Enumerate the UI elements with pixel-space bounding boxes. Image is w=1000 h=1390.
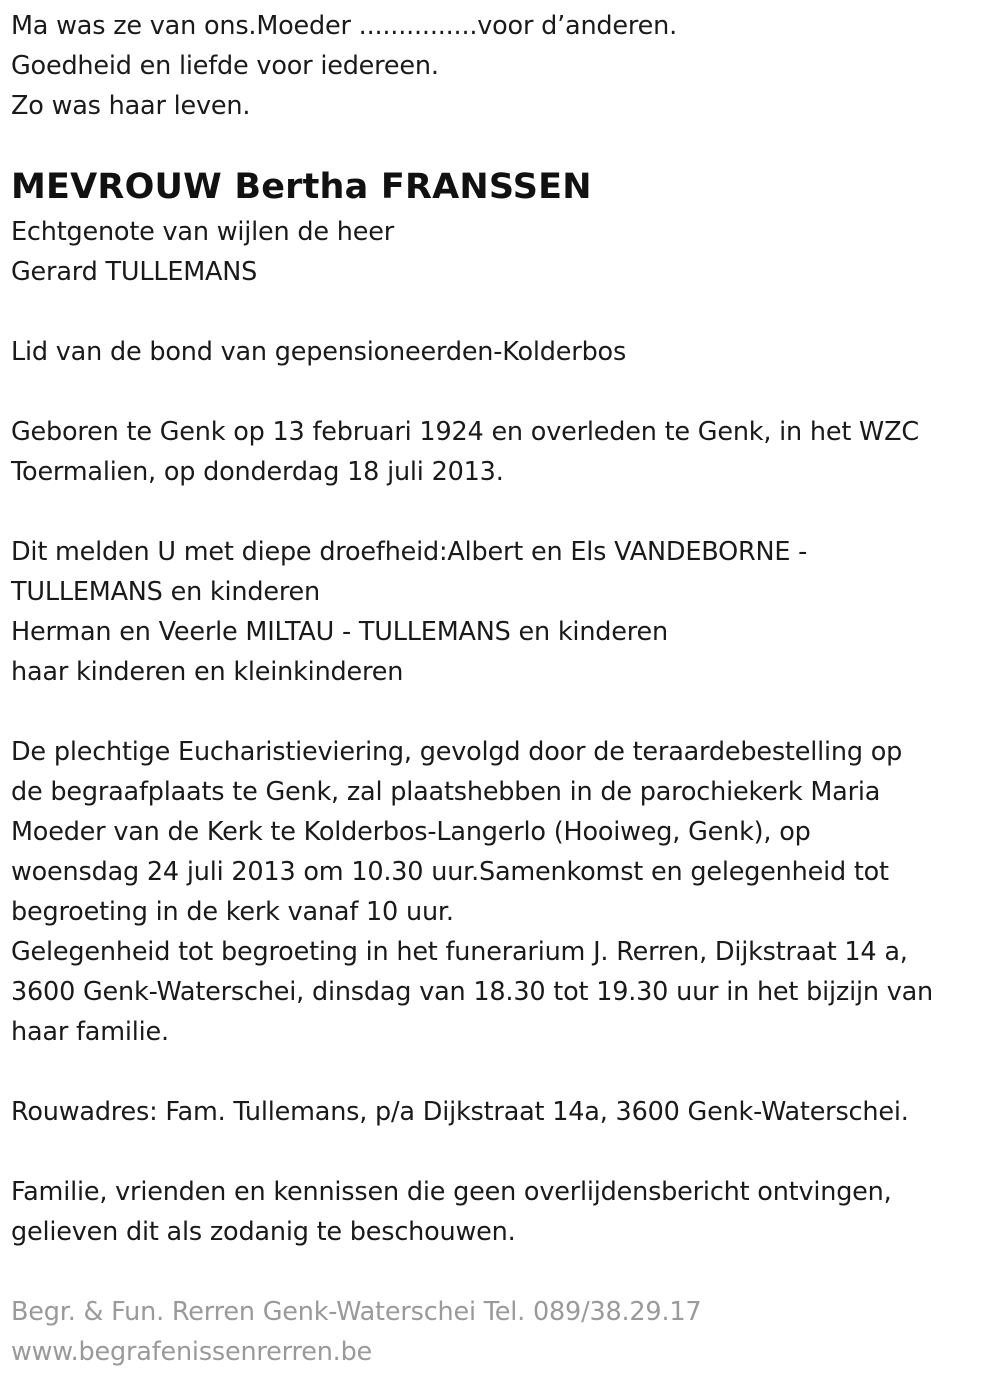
spacer bbox=[11, 292, 988, 332]
deceased-name: MEVROUW Bertha FRANSSEN bbox=[11, 167, 592, 207]
poem bbox=[11, 6, 988, 126]
notice-line: gelieven dit als zodanig te beschouwen. bbox=[11, 1217, 516, 1247]
ceremony-line: Gelegenheid tot begroeting in het funerarium J. Rerren, Dijkstraat 14 a, bbox=[11, 937, 908, 967]
ceremony-line: de begraafplaats te Genk, zal plaatshebben in de parochiekerk Maria bbox=[11, 777, 881, 807]
spouse-info bbox=[11, 212, 988, 292]
spacer bbox=[11, 492, 988, 532]
announcement bbox=[11, 532, 988, 692]
poem-line: Ma was ze van ons.Moeder ...............voor d’anderen. bbox=[11, 11, 677, 41]
spacer bbox=[11, 372, 988, 412]
footer-company: Begr. & Fun. Rerren Genk-Waterschei Tel. 089/38.29.17 bbox=[11, 1297, 702, 1327]
spacer bbox=[11, 1052, 988, 1092]
membership: Lid van de bond van gepensioneerden-Kolderbos bbox=[11, 337, 627, 367]
notice-line: Familie, vrienden en kennissen die geen overlijdensbericht ontvingen, bbox=[11, 1177, 892, 1207]
ceremony-info bbox=[11, 732, 988, 1052]
ceremony-line: Moeder van de Kerk te Kolderbos-Langerlo (Hooiweg, Genk), op bbox=[11, 817, 811, 847]
spouse-line: Gerard TULLEMANS bbox=[11, 257, 258, 287]
ceremony-line: begroeting in de kerk vanaf 10 uur. bbox=[11, 897, 454, 927]
footer-website[interactable]: www.begrafenissenrerren.be bbox=[11, 1337, 373, 1367]
notice bbox=[11, 1172, 988, 1252]
spacer bbox=[11, 692, 988, 732]
announcement-line: haar kinderen en kleinkinderen bbox=[11, 657, 404, 687]
announcement-line: Herman en Veerle MILTAU - TULLEMANS en kinderen bbox=[11, 617, 668, 647]
ceremony-line: 3600 Genk-Waterschei, dinsdag van 18.30 tot 19.30 uur in het bijzijn van bbox=[11, 977, 933, 1007]
announcement-line: Dit melden U met diepe droefheid:Albert en Els VANDEBORNE - bbox=[11, 537, 808, 567]
mourning-address: Rouwadres: Fam. Tullemans, p/a Dijkstraat 14a, 3600 Genk-Waterschei. bbox=[11, 1097, 909, 1127]
spacer bbox=[11, 1252, 988, 1292]
birth-death-line: Geboren te Genk op 13 februari 1924 en overleden te Genk, in het WZC bbox=[11, 417, 919, 447]
announcement-line: TULLEMANS en kinderen bbox=[11, 577, 320, 607]
ceremony-line: haar familie. bbox=[11, 1017, 169, 1047]
ceremony-line: De plechtige Eucharistieviering, gevolgd door de teraardebestelling op bbox=[11, 737, 903, 767]
birth-death-info bbox=[11, 412, 988, 492]
poem-line: Zo was haar leven. bbox=[11, 91, 251, 121]
spacer bbox=[11, 1132, 988, 1172]
poem-line: Goedheid en liefde voor iedereen. bbox=[11, 51, 439, 81]
spouse-line: Echtgenote van wijlen de heer bbox=[11, 217, 394, 247]
birth-death-line: Toermalien, op donderdag 18 juli 2013. bbox=[11, 457, 504, 487]
ceremony-line: woensdag 24 juli 2013 om 10.30 uur.Samenkomst en gelegenheid tot bbox=[11, 857, 889, 887]
footer bbox=[11, 1292, 988, 1372]
